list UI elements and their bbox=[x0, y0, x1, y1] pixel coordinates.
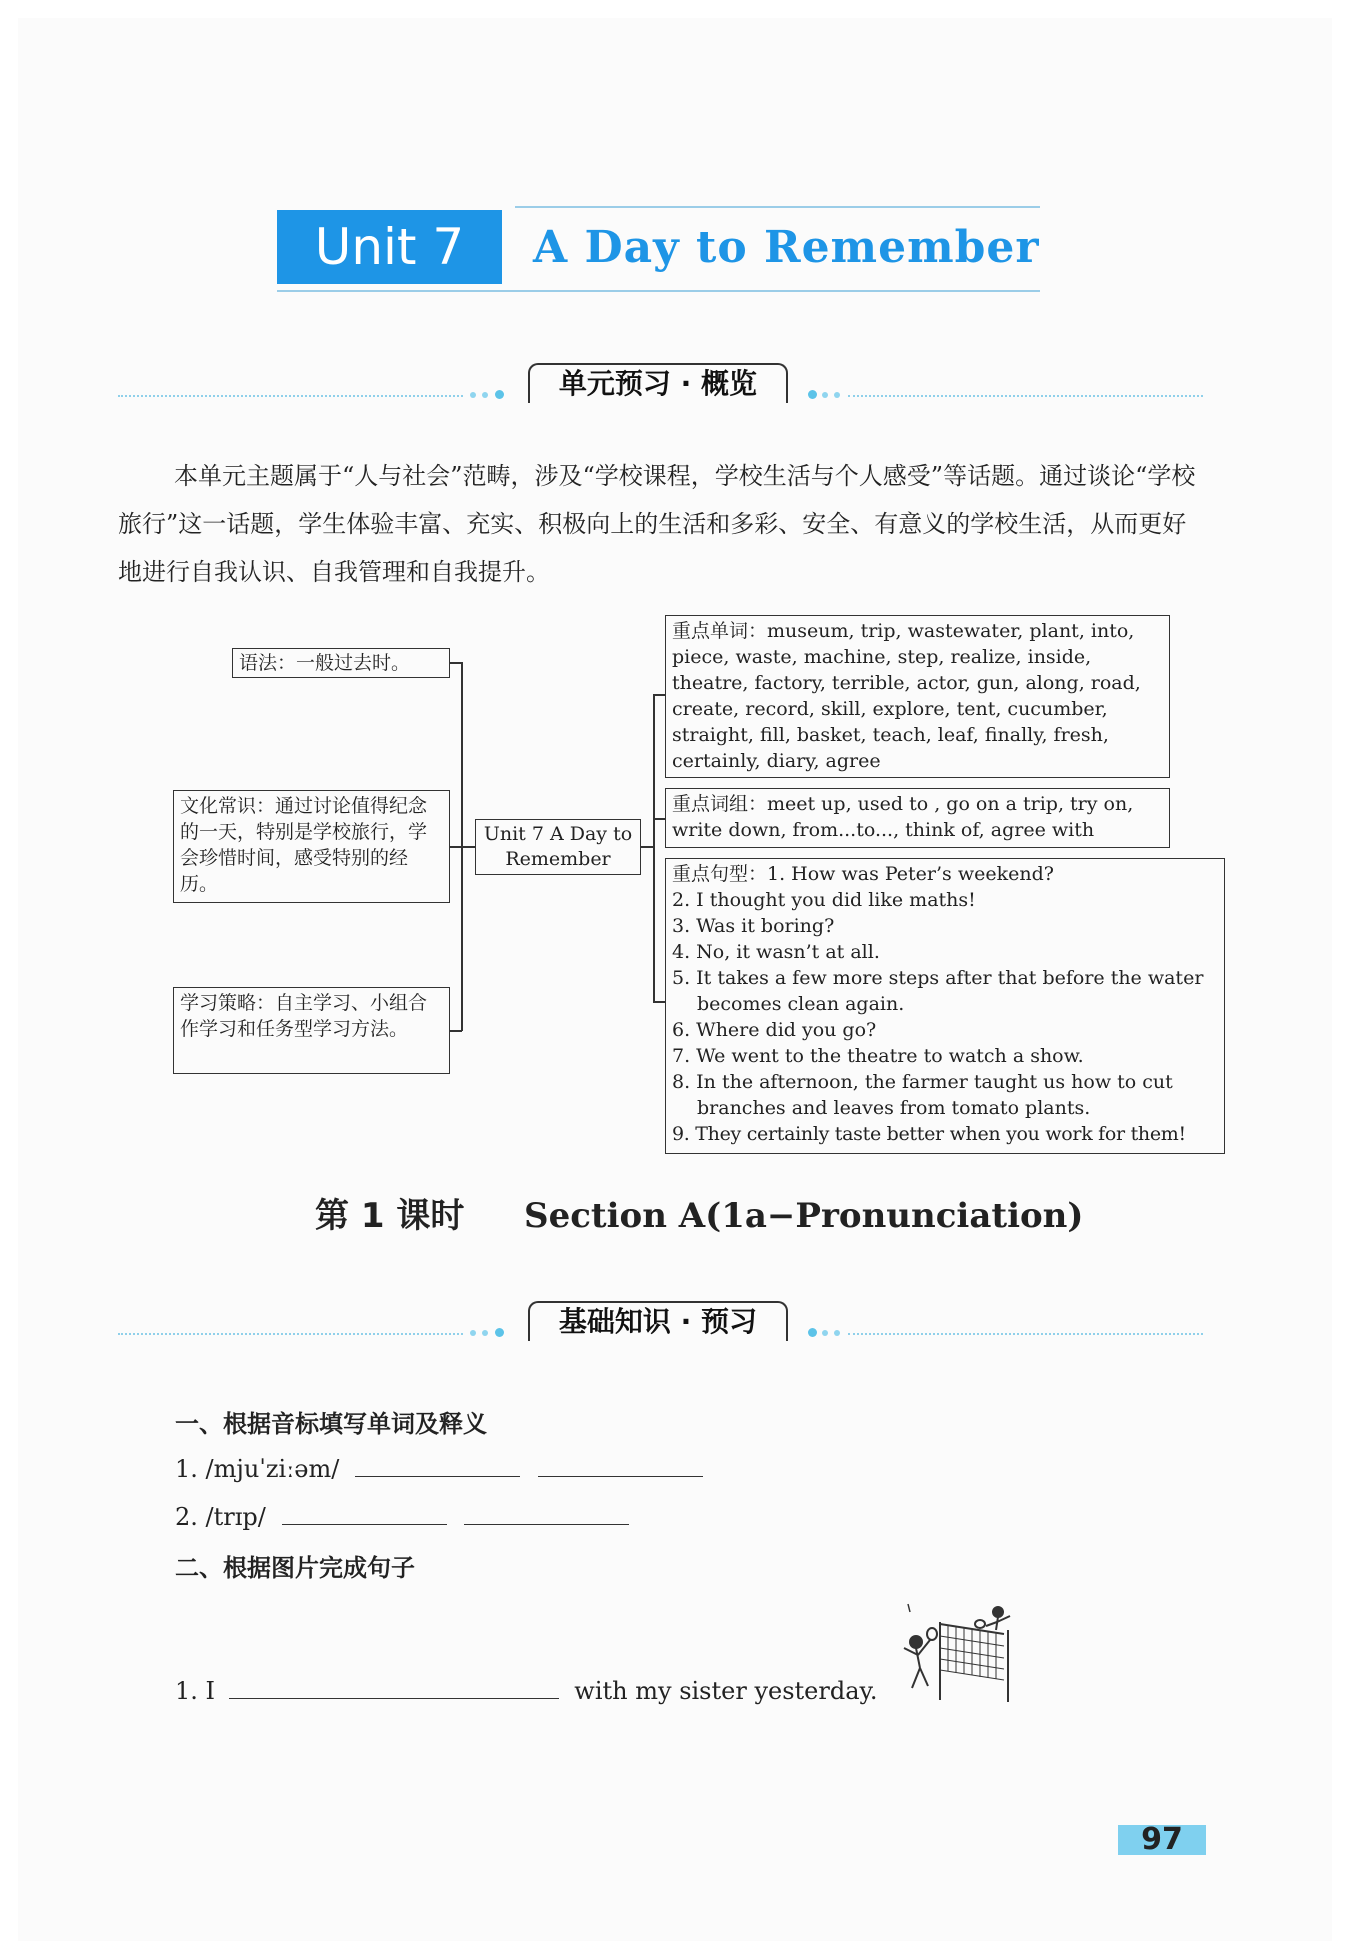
exercise-sentence-1 bbox=[175, 1676, 878, 1705]
connector bbox=[653, 694, 655, 1002]
sentence-item: 8. In the afternoon, the farmer taught us how to cut branches and leaves from tomato plants. bbox=[672, 1071, 1173, 1119]
banner-dot bbox=[808, 1328, 817, 1337]
banner-dot bbox=[822, 1330, 828, 1336]
page-number: 97 bbox=[1118, 1825, 1206, 1855]
sentence-item: 9. They certainly taste better when you work for them! bbox=[672, 1123, 1186, 1145]
answer-blank-meaning[interactable] bbox=[464, 1502, 629, 1525]
banner-rule-left bbox=[118, 1333, 463, 1335]
answer-blank-word[interactable] bbox=[355, 1454, 520, 1477]
mindmap-center: Unit 7 A Day to Remember bbox=[475, 819, 641, 875]
sentence-suffix: with my sister yesterday. bbox=[574, 1677, 878, 1705]
lesson-label: 第 1 课时 bbox=[315, 1196, 465, 1236]
section-banner-preview: 单元预习 · 概览 bbox=[528, 363, 788, 403]
banner-dot bbox=[482, 392, 488, 398]
unit-intro bbox=[118, 452, 1208, 596]
mindmap-grammar: 语法：一般过去时。 bbox=[232, 648, 450, 678]
exercise-q1 bbox=[175, 1454, 703, 1483]
mindmap-sentences bbox=[665, 858, 1225, 1154]
sentence-item: 3. Was it boring? bbox=[672, 915, 835, 937]
banner-rule-right bbox=[848, 395, 1203, 397]
banner-rule-right bbox=[848, 1333, 1203, 1335]
unit-title: A Day to Remember bbox=[533, 222, 1040, 273]
sentence-item: 重点句型：1. How was Peter’s weekend? bbox=[672, 863, 1054, 885]
sentence-prefix: 1. I bbox=[175, 1677, 216, 1705]
player-right bbox=[975, 1607, 1010, 1630]
shuttlecock bbox=[908, 1604, 910, 1612]
exercise-part2-title: 二、根据图片完成句子 bbox=[175, 1554, 415, 1582]
mindmap-strategy: 学习策略：自主学习、小组合作学习和任务型学习方法。 bbox=[173, 987, 450, 1074]
badminton-net bbox=[940, 1622, 1008, 1702]
banner-rule-left bbox=[118, 395, 463, 397]
banner-dot bbox=[495, 390, 504, 399]
section-banner-basics: 基础知识 · 预习 bbox=[528, 1301, 788, 1341]
lesson-title bbox=[315, 1188, 1084, 1237]
banner-dot bbox=[470, 392, 476, 398]
banner-dot bbox=[482, 1330, 488, 1336]
connector bbox=[653, 818, 665, 820]
intro-paragraph: 本单元主题属于“人与社会”范畴，涉及“学校课程，学校生活与个人感受”等话题。通过谈论“学校旅行”这一话题，学生体验丰富、充实、积极向上的生活和多彩、安全、有意义的学校生活，从而更好地进行自我认识、自我管理和自我提升。 bbox=[118, 462, 1196, 586]
exercise-q2 bbox=[175, 1502, 629, 1531]
sentence-item: 7. We went to the theatre to watch a show. bbox=[672, 1045, 1084, 1067]
banner-dot bbox=[834, 392, 840, 398]
unit-label: Unit 7 bbox=[277, 210, 502, 284]
answer-blank-meaning[interactable] bbox=[538, 1454, 703, 1477]
sentence-item: 6. Where did you go? bbox=[672, 1019, 877, 1041]
banner-dot bbox=[470, 1330, 476, 1336]
banner-dot bbox=[808, 390, 817, 399]
q1-phonetic: 1. /mjuˈziːəm/ bbox=[175, 1455, 340, 1483]
answer-blank-sentence[interactable] bbox=[229, 1676, 559, 1699]
banner-dot bbox=[495, 1328, 504, 1337]
unit-bottom-rule bbox=[277, 290, 1040, 292]
lesson-section: Section A(1a−Pronunciation) bbox=[524, 1196, 1084, 1236]
mindmap-culture: 文化常识：通过讨论值得纪念的一天，特别是学校旅行，学会珍惜时间，感受特别的经历。 bbox=[173, 790, 450, 903]
connector bbox=[653, 1001, 665, 1003]
badminton-illustration bbox=[880, 1600, 1020, 1705]
banner-dot bbox=[834, 1330, 840, 1336]
mindmap-words: 重点单词：museum, trip, wastewater, plant, into, piece, waste, machine, step, realize, inside, theatre, factory, terrible, actor, gun, along, road, create, record, skill, explore, tent, cucumber, straight, fill, basket, teach, leaf, finally, fresh, certainly, diary, agree bbox=[665, 615, 1170, 778]
unit-top-rule bbox=[515, 206, 1040, 208]
mindmap-phrases: 重点词组：meet up, used to , go on a trip, try on, write down, from...to..., think of, agree with bbox=[665, 788, 1170, 848]
player-left bbox=[904, 1628, 937, 1688]
connector bbox=[653, 694, 665, 696]
banner-dot bbox=[822, 392, 828, 398]
sentence-item: 4. No, it wasn’t at all. bbox=[672, 941, 880, 963]
exercise-part1-title: 一、根据音标填写单词及释义 bbox=[175, 1410, 487, 1438]
q2-phonetic: 2. /trɪp/ bbox=[175, 1503, 266, 1531]
connector bbox=[461, 846, 475, 848]
sentence-item: 2. I thought you did like maths! bbox=[672, 889, 976, 911]
sentence-item: 5. It takes a few more steps after that before the water becomes clean again. bbox=[672, 967, 1204, 1015]
answer-blank-word[interactable] bbox=[282, 1502, 447, 1525]
